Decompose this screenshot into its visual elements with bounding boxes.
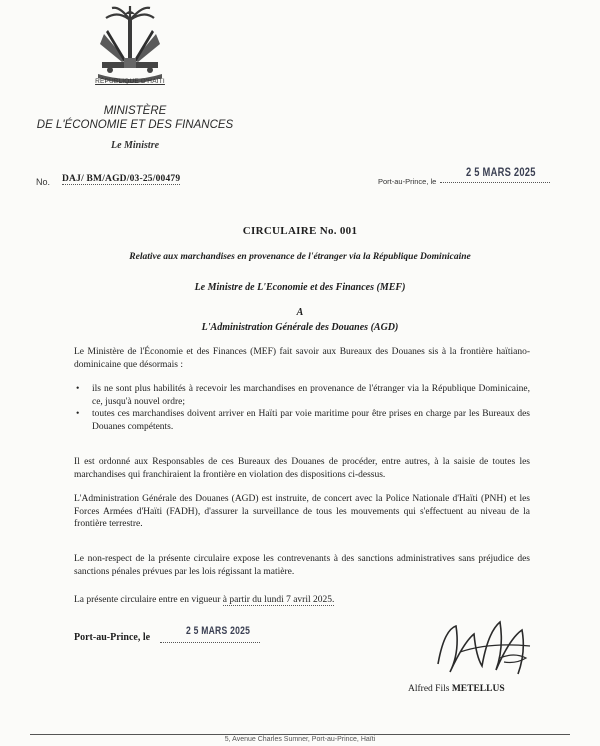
footer-address: 5, Avenue Charles Sumner, Port-au-Prince, Haïti (224, 736, 376, 743)
seal-caption: RÉPUBLIQUE D'HAÏTI (95, 78, 165, 85)
closing-date-dotted-line (160, 642, 260, 643)
coat-of-arms-seal (88, 4, 172, 84)
body-paragraph-2: Il est ordonné aux Responsables de ces Bureaux des Douanes de procéder, entre autres, à la saisie de toutes les marchandises qui franchiraient la frontière en violation des dispositions ci-dessus. (74, 457, 530, 480)
reference-number-value: DAJ/ BM/AGD/03-25/00479 (62, 174, 181, 184)
body-paragraph-1: Le Ministère de l'Économie et des Finances (MEF) fait savoir aux Bureaux des Douanes sis à la frontière haïtiano-dominicaine que désormais : (74, 347, 530, 370)
ministry-line-1: MINISTÈRE (103, 105, 167, 117)
signer-last-name: METELLUS (451, 684, 505, 694)
reference-number-label: No. (36, 177, 51, 187)
bullet-text: ils ne sont plus habilités à recevoir les marchandises en provenance de l'étranger via la République Dominicaine, ce, jusqu'à nouvel ordre; (92, 384, 530, 407)
date-dotted-line (440, 182, 550, 183)
date-place-label: Port-au-Prince, le (378, 177, 437, 186)
date-stamp: 2 5 MARS 2025 (466, 165, 536, 179)
ministry-line-2: DE L'ÉCONOMIE ET DES FINANCES (36, 119, 234, 131)
circular-title: CIRCULAIRE No. 001 (242, 225, 358, 237)
recipient-line: L'Administration Générale des Douanes (AGD) (201, 322, 399, 333)
body-paragraph-5 (74, 594, 530, 607)
bullet-item (74, 408, 530, 433)
circular-subject: Relative aux marchandises en provenance de l'étranger via la République Dominicaine (129, 252, 471, 262)
signer-first-name: Alfred Fils (408, 684, 450, 694)
signer-name (408, 684, 505, 694)
a-line: A (296, 307, 304, 318)
handwritten-signature (430, 612, 550, 682)
footer-divider (30, 734, 570, 735)
ministre-label: Le Ministre (110, 140, 160, 151)
effective-date: à partir du lundi 7 avril 2025. (222, 595, 335, 605)
bullet-dot-icon: • (76, 409, 80, 419)
bullet-text: toutes ces marchandises doivent arriver en Haïti par voie maritime pour être prises en charge par les Bureaux des Douanes compétents. (92, 409, 530, 432)
bullet-dot-icon: • (76, 384, 80, 394)
ministry-name (30, 104, 240, 132)
closing-place-label: Port-au-Prince, le (74, 632, 151, 643)
body-paragraph-4: Le non-respect de la présente circulaire expose les contrevenants à des sanctions administratives sans préjudice des sanctions pénales prévues par les lois régissant la matière. (74, 554, 530, 577)
sender-line: Le Ministre de L'Economie et des Finances (MEF) (194, 282, 406, 293)
body-paragraph-3: L'Administration Générale des Douanes (AGD) est instruite, de concert avec la Police Nationale d'Haïti (PNH) et les Forces Armées d'Haïti (FADH), d'assurer la surveillance de tous les mouvements qui s'effectuent au niveau de la frontière terrestre. (74, 494, 530, 529)
bullet-list (74, 383, 530, 433)
closing-date-stamp: 2 5 MARS 2025 (186, 625, 251, 637)
effective-date-prefix: La présente circulaire entre en vigueur (74, 595, 221, 605)
bullet-item (74, 383, 530, 408)
